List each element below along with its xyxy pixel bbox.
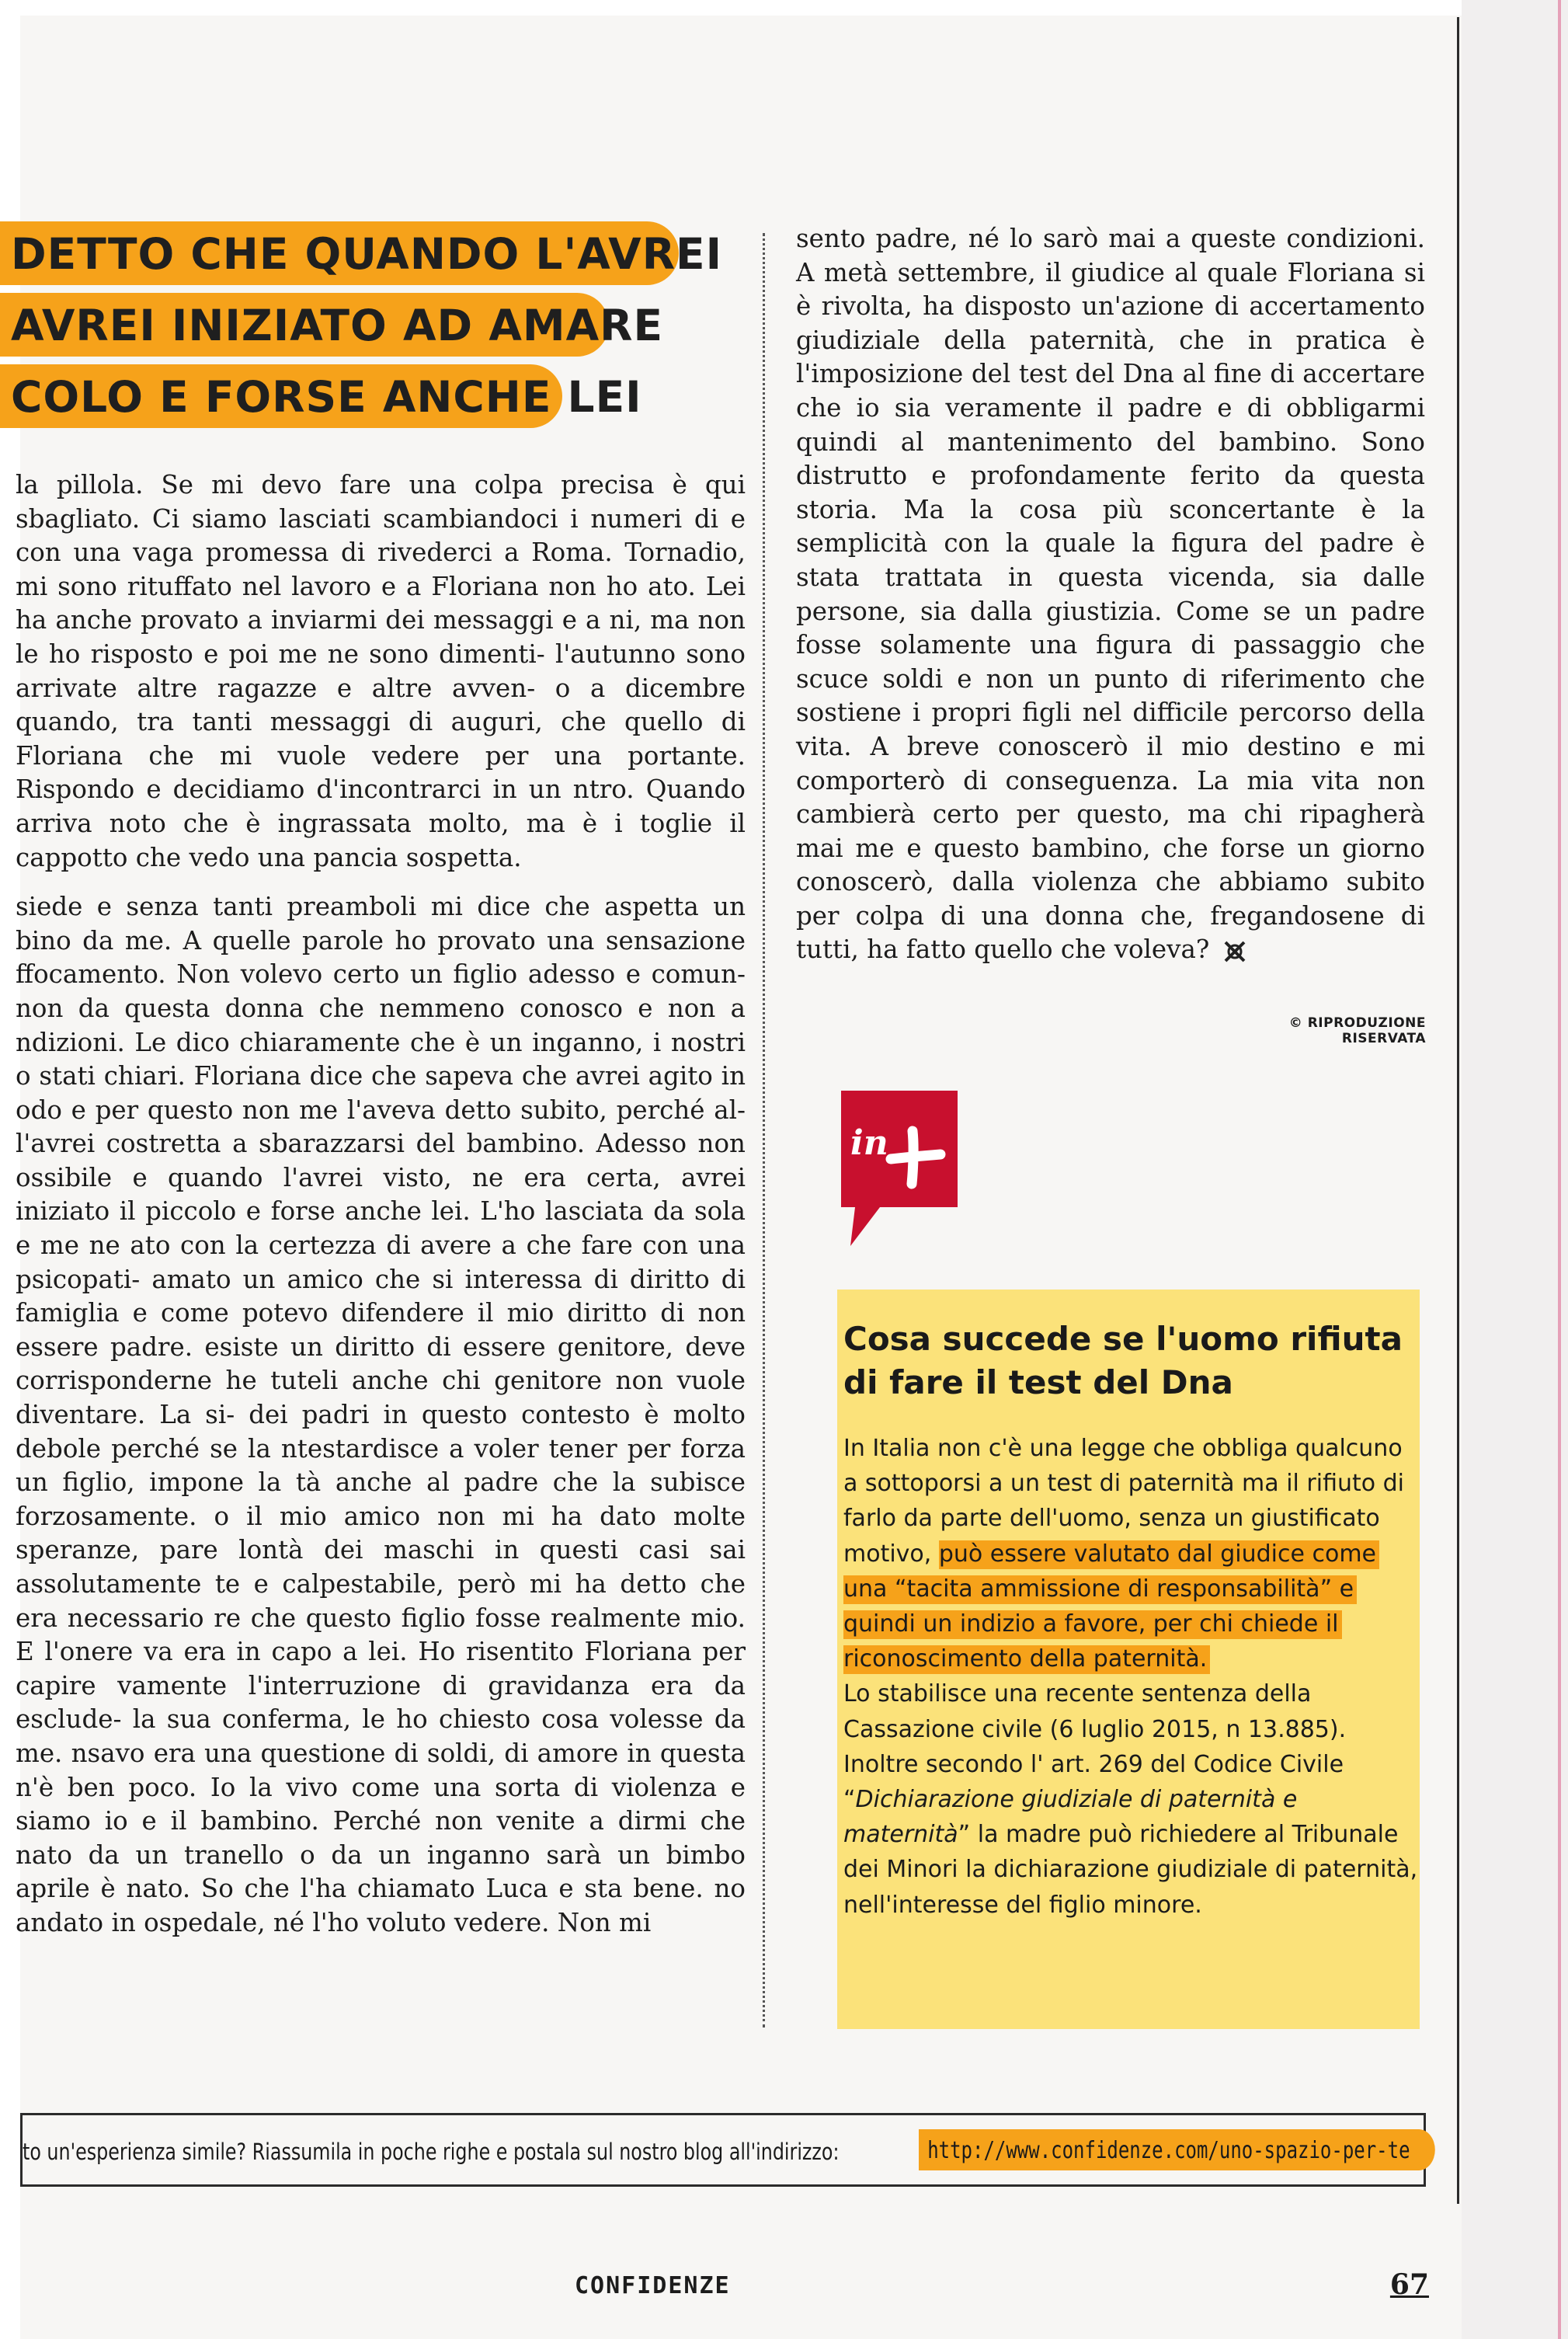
headline-quote-line-3: COLO E FORSE ANCHE LEI: [0, 364, 562, 428]
headline-quote: [0, 221, 777, 436]
column-divider: [763, 233, 765, 2027]
info-paragraph-2-after: ” la madre può richiedere al Tribunale dei Minori la dichiarazione giudiziale di paternità, nell'interesse del figlio minore.: [843, 1821, 1418, 1919]
left-text-column: [16, 468, 746, 1940]
left-paragraph-1: la pillola. Se mi devo fare una colpa precisa è qui sbagliato. Ci siamo lasciati scambiandoci i numeri di e con una vaga promessa di rivederci a Roma. Tornadio, mi sono rituffato nel lavoro e a Floriana non ho ato. Lei ha anche provato a inviarmi dei messaggi e a ni, ma non le ho risposto e poi me ne sono dimenti- l'autunno sono arrivate altre ragazze e altre avven- o a dicembre quando, tra tanti messaggi di auguri, che quello di Floriana che mi vuole vedere per una portante. Rispondo e decidiamo d'incontrarci in un ntro. Quando arriva noto che è ingrassata molto, ma è i toglie il cappotto che vedo una pancia sospetta.: [16, 470, 746, 872]
magazine-name: CONFIDENZE: [575, 2272, 731, 2299]
info-paragraph-1-plain: In Italia non c'è una legge che obbliga qualcuno a sottoporsi a un test di paternità ma il rifiuto di farlo da parte dell'uomo, senza un giustificato motivo,: [843, 1435, 1405, 1568]
end-mark-icon: [1223, 940, 1246, 963]
page-margin-rule: [1457, 17, 1459, 2204]
left-paragraph-2: siede e senza tanti preamboli mi dice che aspetta un bino da me. A quelle parole ho provato una sensazione ffocamento. Non volevo certo un figlio adesso e comun- non da questa donna che nemmeno conosco e non a ndizioni. Le dico chiaramente che è un inganno, i nostri o stati chiari. Floriana dice che sapeva che avrei agito in odo e per questo non me l'aveva detto subito, perché al- l'avrei costretta a sbarazzarsi del bambino. Adesso non ossibile e quando l'avrei visto, ne era certa, avrei iniziato il piccolo e forse anche lei. L'ho lasciata da sola e me ne ato con la certezza di avere a che fare con una psicopati- amato un amico che si interessa di diritto di famiglia e come potevo difendere il mio diritto di non essere padre. esiste un diritto di essere genitore, deve corrisponderne he tuteli anche chi genitore non vuole diventare. La si- dei padri in questo contesto è molto debole perché se la ntestardisce a voler tener per forza un figlio, impone la tà anche al padre che la subisce forzosamente. o il mio amico non mi ha dato molte speranze, pare lontà dei maschi in questi casi sai assolutamente te e calpestabile, però mi ha detto che era necessario re che questo figlio fosse realmente mio. E l'onere va era in capo a lei. Ho risentito Floriana per capire vamente l'interruzione di gravidanza era da esclude- la sua conferma, le ho chiesto cosa volesse da me. nsavo era una questione di soldi, di amore in questa n'è ben poco. Io la vivo come una sorta di violenza e siamo io e il bambino. Perché non venite a dirmi che nato da un tranello o da un inganno sarà un bimbo aprile è nato. So che l'ha chiamato Luca e sta bene. no andato in ospedale, né l'ho voluto vedere. Non mi: [16, 892, 746, 1937]
adjacent-page-strip: [1462, 0, 1568, 2339]
headline-quote-line-1: DETTO CHE QUANDO L'AVREI: [0, 221, 679, 285]
info-paragraph-2: [843, 1676, 1418, 1922]
info-box-body: [843, 1431, 1418, 1923]
logo-text: in: [850, 1123, 888, 1163]
reader-call-to-action-bar: [20, 2113, 1426, 2187]
right-text-column: [796, 222, 1425, 967]
info-paragraph-2-before: Lo stabilisce una recente sentenza della Cassazione civile (6 luglio 2015, n 13.885). Inoltre secondo l' art. 269 del Codice Civile “: [843, 1680, 1347, 1814]
info-paragraph-2-italic: Dichiarazione giudiziale di paternità e maternità: [843, 1786, 1298, 1849]
info-box: [837, 1290, 1420, 2029]
info-paragraph-1: [843, 1431, 1418, 1676]
blog-link[interactable]: http://www.confidenze.com/uno-spazio-per-te: [919, 2129, 1435, 2170]
adjacent-page-edge: [1558, 0, 1561, 2339]
in-plus-logo-icon: [841, 1091, 958, 1254]
copyright-notice: © RIPRODUZIONE RISERVATA: [1288, 1015, 1426, 1046]
right-paragraph-text: sento padre, né lo sarò mai a queste condizioni. A metà settembre, il giudice al quale Floriana si è rivolta, ha disposto un'azione di accertamento giudiziale della paternità, che in pratica è l'imposizione del test del Dna al fine di accertare che io sia veramente il padre e di obbligarmi quindi al mantenimento del bambino. Sono distrutto e profondamente ferito da questa storia. Ma la cosa più sconcertante è la semplicità con la quale la figura del padre è stata trattata in questa vicenda, sia dalle persone, sia dalla giustizia. Come se un padre fosse solamente una figura di passaggio che scuce soldi e non un punto di riferimento che sostiene i propri figli nel difficile percorso della vita. A breve conoscerò il mio destino e mi comporterò di conseguenza. La mia vita non cambierà certo per questo, ma chi ripagherà mai me e questo bambino, che forse un giorno conoscerò, dalla violenza che abbiamo subito per colpa di una donna che, fregandosene di tutti, ha fatto quello che voleva?: [796, 224, 1425, 965]
info-highlight: può essere valutato dal giudice come una “tacita ammissione di responsabilità” e quindi un indizio a favore, per chi chiede il riconoscimento della paternità.: [843, 1540, 1379, 1675]
page-number: 67: [1389, 2268, 1429, 2301]
info-box-title: Cosa succede se l'uomo rifiuta di fare il test del Dna: [843, 1320, 1403, 1401]
scan-edge-top: [0, 0, 1568, 16]
reader-prompt: to un'esperienza simile? Riassumila in poche righe e postala sul nostro blog all'indirizzo:: [23, 2139, 840, 2165]
right-paragraph: [796, 222, 1425, 967]
headline-quote-line-2: AVREI INIZIATO AD AMARE: [0, 293, 609, 357]
